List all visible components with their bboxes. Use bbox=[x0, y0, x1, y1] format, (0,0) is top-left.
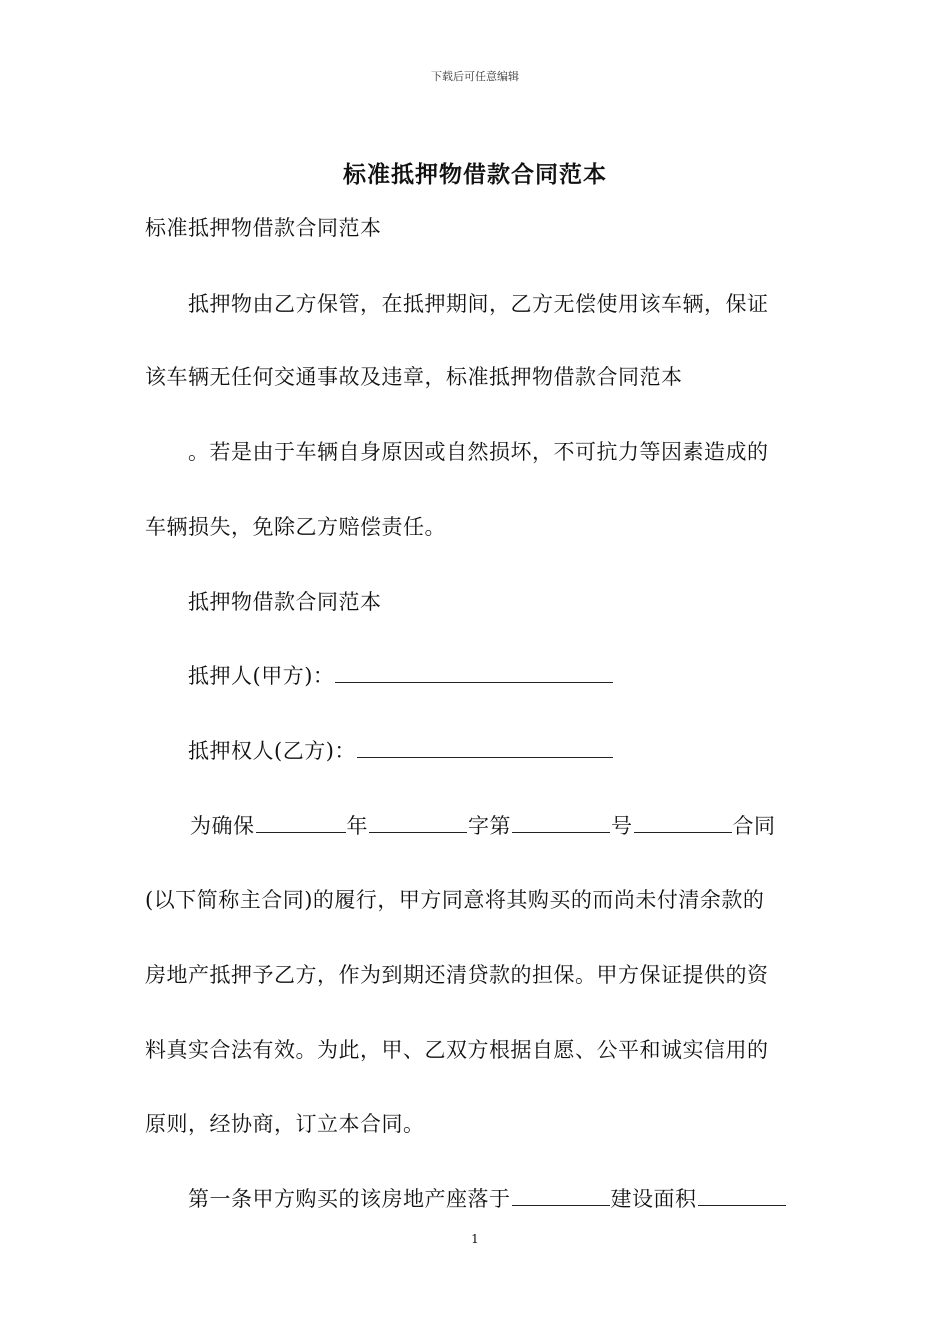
paragraph-1-line-2: 该车辆无任何交通事故及违章，标准抵押物借款合同范本 bbox=[145, 365, 683, 389]
mortgagee-label: 抵押权人(乙方)： bbox=[188, 739, 356, 763]
p3-seg-1: 为确保 bbox=[190, 814, 255, 838]
mortgagee-blank bbox=[357, 737, 613, 758]
mortgagee-line bbox=[188, 735, 614, 765]
mortgagor-blank bbox=[335, 662, 613, 683]
document-title: 标准抵押物借款合同范本 bbox=[343, 161, 607, 188]
page-number: 1 bbox=[471, 1232, 479, 1246]
p3-seg-4: 号 bbox=[611, 814, 633, 838]
paragraph-2-line-2: 车辆损失，免除乙方赔偿责任。 bbox=[145, 515, 446, 539]
paragraph-3-line-3: 房地产抵押予乙方，作为到期还清贷款的担保。甲方保证提供的资 bbox=[145, 963, 769, 987]
paragraph-1-line-1: 抵押物由乙方保管，在抵押期间，乙方无偿使用该车辆，保证 bbox=[188, 292, 769, 316]
area-blank bbox=[698, 1185, 786, 1206]
article-1-seg-1: 第一条甲方购买的该房地产座落于 bbox=[188, 1187, 511, 1211]
word-blank bbox=[369, 812, 467, 833]
year-blank bbox=[256, 812, 346, 833]
mortgagor-line bbox=[188, 660, 614, 690]
paragraph-3-line-4: 料真实合法有效。为此，甲、乙双方根据自愿、公平和诚实信用的 bbox=[145, 1038, 769, 1062]
mortgagor-label: 抵押人(甲方)： bbox=[188, 664, 335, 688]
paragraph-3-line-2: (以下简称主合同)的履行，甲方同意将其购买的而尚未付清余款的 bbox=[145, 888, 765, 912]
number-blank bbox=[512, 812, 610, 833]
paragraph-2-line-1: 。若是由于车辆自身原因或自然损坏，不可抗力等因素造成的 bbox=[188, 440, 769, 464]
article-1-line-1 bbox=[188, 1183, 787, 1213]
paragraph-3-line-1 bbox=[190, 810, 776, 840]
p3-seg-5: 合同 bbox=[732, 814, 776, 838]
section-heading: 抵押物借款合同范本 bbox=[188, 590, 382, 614]
header-note: 下载后可任意编辑 bbox=[431, 70, 519, 83]
location-blank bbox=[512, 1185, 610, 1206]
paragraph-3-line-5: 原则，经协商，订立本合同。 bbox=[145, 1112, 425, 1136]
contract-blank bbox=[634, 812, 732, 833]
p3-seg-3: 字第 bbox=[468, 814, 511, 838]
article-1-seg-2: 建设面积 bbox=[610, 1187, 697, 1211]
p3-seg-2: 年 bbox=[346, 814, 368, 838]
document-subtitle: 标准抵押物借款合同范本 bbox=[145, 216, 382, 240]
